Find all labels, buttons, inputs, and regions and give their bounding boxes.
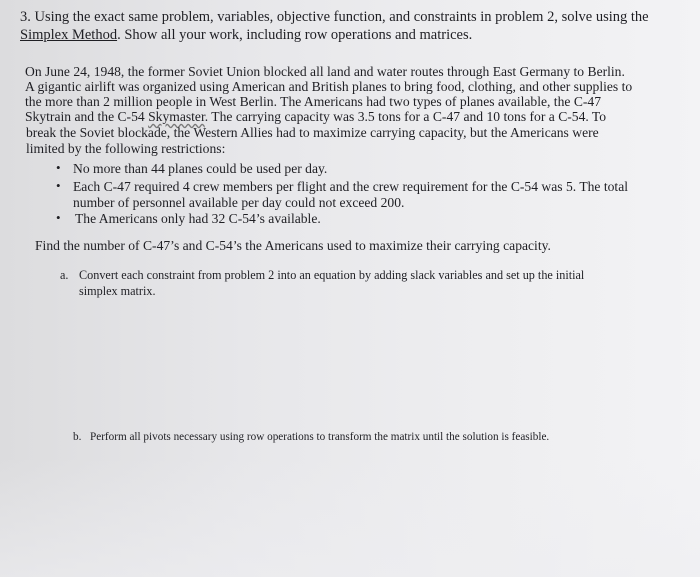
bullet-icon: • bbox=[56, 178, 61, 193]
bullet-icon: • bbox=[56, 210, 61, 225]
paper-shadow bbox=[0, 457, 700, 577]
question-line-1: 3. Using the exact same problem, variables, objective function, and constraints in problem 2, solve using the bbox=[20, 9, 649, 25]
question-line-2 bbox=[20, 26, 472, 44]
paragraph-line-3: the more than 2 million people in West Berlin. The Americans had two types of planes available, the C-47 bbox=[25, 94, 602, 109]
paragraph-line-4-post: . The carrying capacity was 3.5 tons for a C-47 and 10 tons for a C-54. To bbox=[204, 109, 607, 124]
bullet-3: The Americans only had 32 C-54’s available. bbox=[75, 211, 321, 226]
paragraph-line-5: break the Soviet blockade, the Western Allies had to maximize carrying capacity, but the Americans were bbox=[26, 125, 599, 140]
paragraph-line-6: limited by the following restrictions: bbox=[26, 141, 226, 156]
bullet-2-line-2: number of personnel available per day could not exceed 200. bbox=[73, 195, 405, 210]
part-a-line-1: Convert each constraint from problem 2 into an equation by adding slack variables and set up the initial bbox=[79, 268, 585, 282]
paragraph-line-4 bbox=[25, 109, 606, 124]
question-line-2-rest: . Show all your work, including row operations and matrices. bbox=[117, 27, 473, 43]
simplex-method-link[interactable]: Simplex Method bbox=[20, 27, 118, 43]
part-a-marker: a. bbox=[60, 268, 69, 282]
paragraph-line-4-pre: Skytrain and the C-54 bbox=[25, 109, 149, 124]
find-sentence: Find the number of C-47’s and C-54’s the Americans used to maximize their carrying capacity. bbox=[35, 238, 551, 253]
part-b-marker: b. bbox=[73, 431, 82, 443]
bullet-2-line-1: Each C-47 required 4 crew members per flight and the crew requirement for the C-54 was 5. The total bbox=[73, 179, 629, 194]
part-b-text: Perform all pivots necessary using row operations to transform the matrix until the solution is feasible. bbox=[90, 431, 550, 443]
paragraph-line-1: On June 24, 1948, the former Soviet Union blocked all land and water routes through East Germany to Berlin. bbox=[25, 64, 625, 79]
part-a-line-2: simplex matrix. bbox=[79, 284, 156, 298]
paragraph-line-2: A gigantic airlift was organized using American and British planes to bring food, clothing, and other supplies to bbox=[25, 79, 633, 94]
bullet-icon: • bbox=[56, 160, 61, 175]
skymaster-spellcheck-word: Skymaster bbox=[148, 109, 205, 124]
bullet-1: No more than 44 planes could be used per day. bbox=[73, 161, 328, 176]
